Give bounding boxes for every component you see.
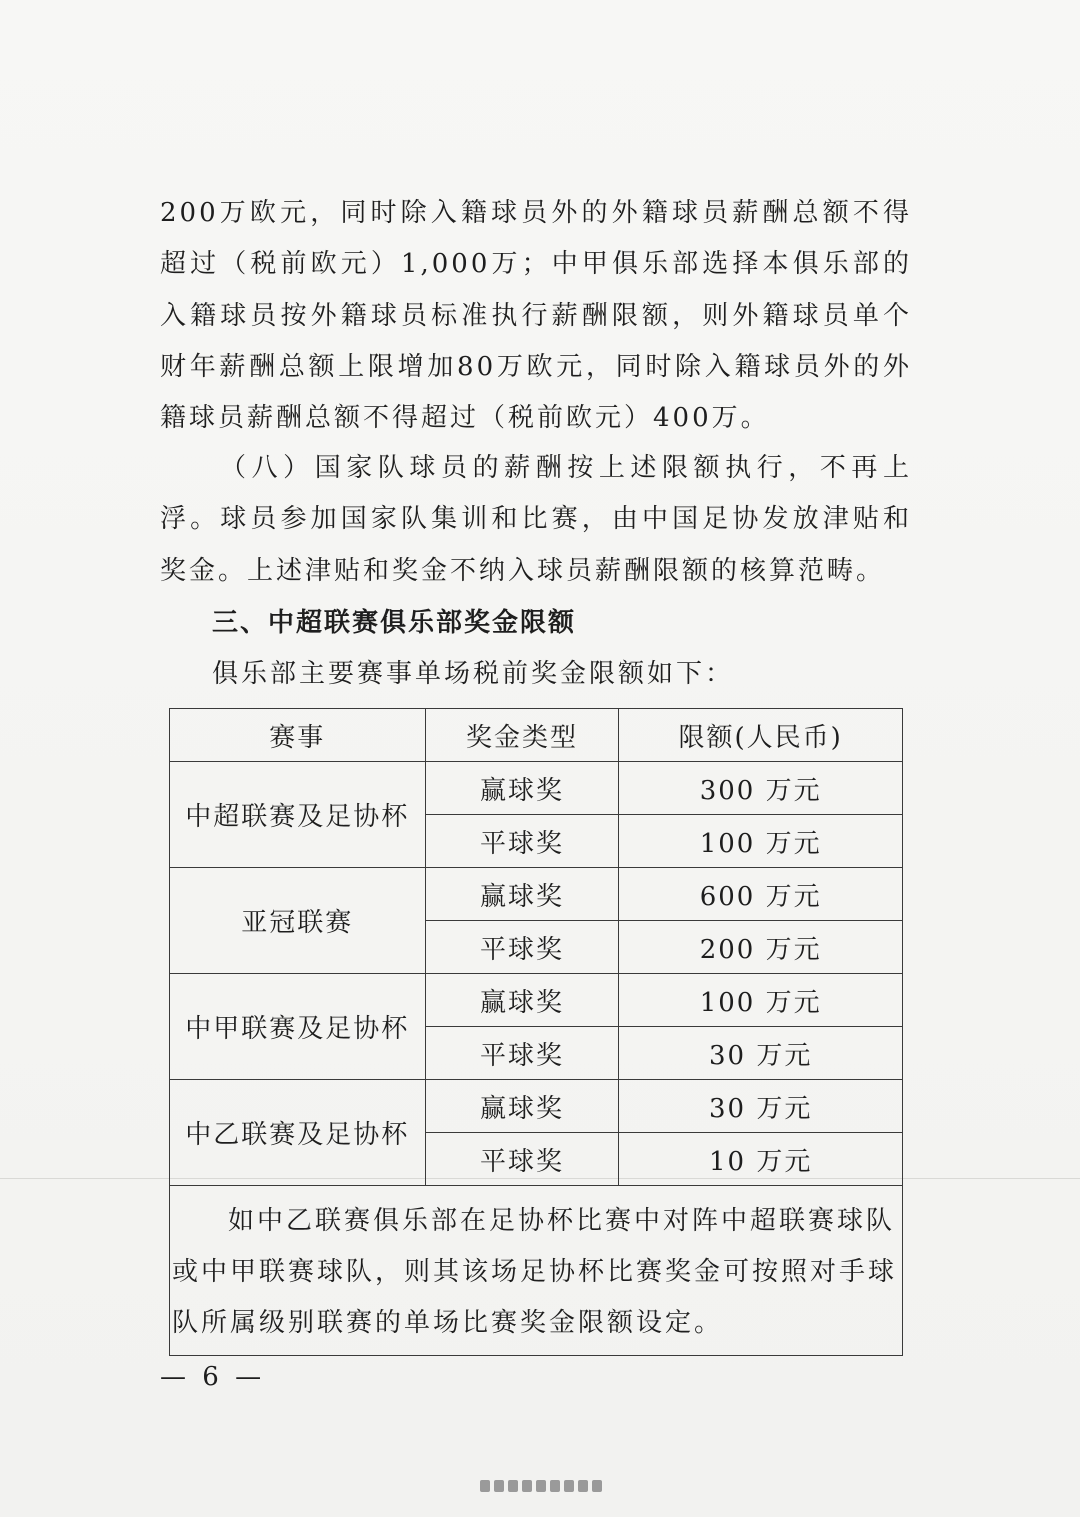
event-cell: 中乙联赛及足协杯 — [170, 1080, 426, 1186]
table-note-row — [170, 1186, 903, 1356]
limit-cell: 200 万元 — [619, 921, 903, 974]
event-cell: 中甲联赛及足协杯 — [170, 974, 426, 1080]
prize-type-cell: 赢球奖 — [425, 868, 619, 921]
table-header-row — [170, 709, 903, 762]
header-event: 赛事 — [170, 709, 426, 762]
section-heading: 三、中超联赛俱乐部奖金限额 — [212, 608, 577, 638]
table-row — [170, 974, 903, 1027]
paragraph-foreign-player-salary: 200万欧元，同时除入籍球员外的外籍球员薪酬总额不得超过（税前欧元）1,000万；中甲俱乐部选择本俱乐部的入籍球员按外籍球员标准执行薪酬限额，则外籍球员单个财年薪酬总额上限增加80万欧元，同时除入籍球员外的外籍球员薪酬总额不得超过（税前欧元）400万。 — [160, 198, 912, 434]
prize-type-cell: 赢球奖 — [425, 1080, 619, 1133]
paragraph-national-team-salary: （八）国家队球员的薪酬按上述限额执行，不再上浮。球员参加国家队集训和比赛，由中国足协发放津贴和奖金。上述津贴和奖金不纳入球员薪酬限额的核算范畴。 — [160, 453, 912, 586]
limit-cell: 100 万元 — [619, 815, 903, 868]
prize-type-cell: 赢球奖 — [425, 762, 619, 815]
table-note-text: 如中乙联赛俱乐部在足协杯比赛中对阵中超联赛球队或中甲联赛球队，则其该场足协杯比赛奖金可按照对手球队所属级别联赛的单场比赛奖金限额设定。 — [172, 1206, 898, 1338]
limit-cell: 600 万元 — [619, 868, 903, 921]
page-number: — 6 — — [160, 1362, 266, 1392]
table-note-cell — [170, 1186, 903, 1356]
limit-cell: 100 万元 — [619, 974, 903, 1027]
limit-cell: 10 万元 — [619, 1133, 903, 1186]
limit-cell: 30 万元 — [619, 1080, 903, 1133]
table-row — [170, 762, 903, 815]
prize-limit-table — [169, 708, 903, 1356]
prize-type-cell: 赢球奖 — [425, 974, 619, 1027]
section-intro: 俱乐部主要赛事单场税前奖金限额如下： — [212, 659, 735, 689]
prize-type-cell: 平球奖 — [425, 815, 619, 868]
event-cell: 中超联赛及足协杯 — [170, 762, 426, 868]
table-row — [170, 868, 903, 921]
limit-cell: 30 万元 — [619, 1027, 903, 1080]
table-row — [170, 1080, 903, 1133]
event-cell: 亚冠联赛 — [170, 868, 426, 974]
header-limit: 限额(人民币) — [619, 709, 903, 762]
prize-type-cell: 平球奖 — [425, 1027, 619, 1080]
header-prize-type: 奖金类型 — [425, 709, 619, 762]
limit-cell: 300 万元 — [619, 762, 903, 815]
prize-type-cell: 平球奖 — [425, 921, 619, 974]
prize-type-cell: 平球奖 — [425, 1133, 619, 1186]
watermark-logo-icon — [478, 1478, 604, 1494]
